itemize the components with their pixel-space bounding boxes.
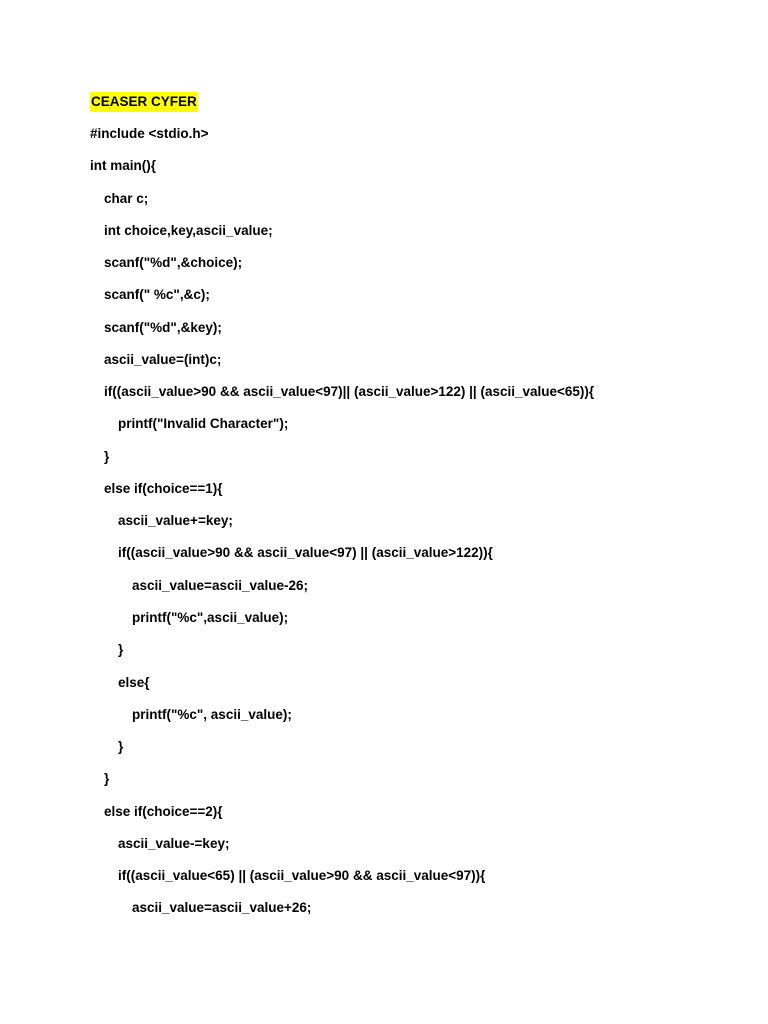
code-line: if((ascii_value>90 && ascii_value<97)|| (ascii_value>122) || (ascii_value<65)){ <box>104 384 595 400</box>
code-line: ascii_value=ascii_value+26; <box>132 900 312 916</box>
code-line: else if(choice==2){ <box>104 803 223 819</box>
code-line: printf("%c",ascii_value); <box>132 609 289 625</box>
code-line: } <box>118 642 124 658</box>
code-line: } <box>104 448 110 464</box>
code-line: ascii_value-=key; <box>118 835 230 851</box>
code-line: ascii_value=(int)c; <box>104 351 222 367</box>
code-line: scanf(" %c",&c); <box>104 287 210 303</box>
code-line: else if(choice==1){ <box>104 480 223 496</box>
code-line: printf("%c", ascii_value); <box>132 706 292 722</box>
document-title-highlighted: CEASER CYFER <box>90 92 198 112</box>
code-line: int main(){ <box>90 158 156 174</box>
code-line: if((ascii_value<65) || (ascii_value>90 && ascii_value<97)){ <box>118 868 486 884</box>
code-line: } <box>104 771 110 787</box>
code-line: #include <stdio.h> <box>90 126 209 141</box>
code-line: int choice,key,ascii_value; <box>104 222 273 238</box>
code-line: ascii_value+=key; <box>118 513 233 529</box>
code-line: else{ <box>118 674 150 690</box>
code-line: printf("Invalid Character"); <box>118 416 289 432</box>
code-line: ascii_value=ascii_value-26; <box>132 577 309 593</box>
code-line: if((ascii_value>90 && ascii_value<97) || (ascii_value>122)){ <box>118 545 493 561</box>
code-listing <box>90 124 594 931</box>
code-line: char c; <box>104 190 149 206</box>
code-line: } <box>118 739 124 755</box>
code-line: scanf("%d",&key); <box>104 319 222 335</box>
code-line: scanf("%d",&choice); <box>104 255 243 271</box>
